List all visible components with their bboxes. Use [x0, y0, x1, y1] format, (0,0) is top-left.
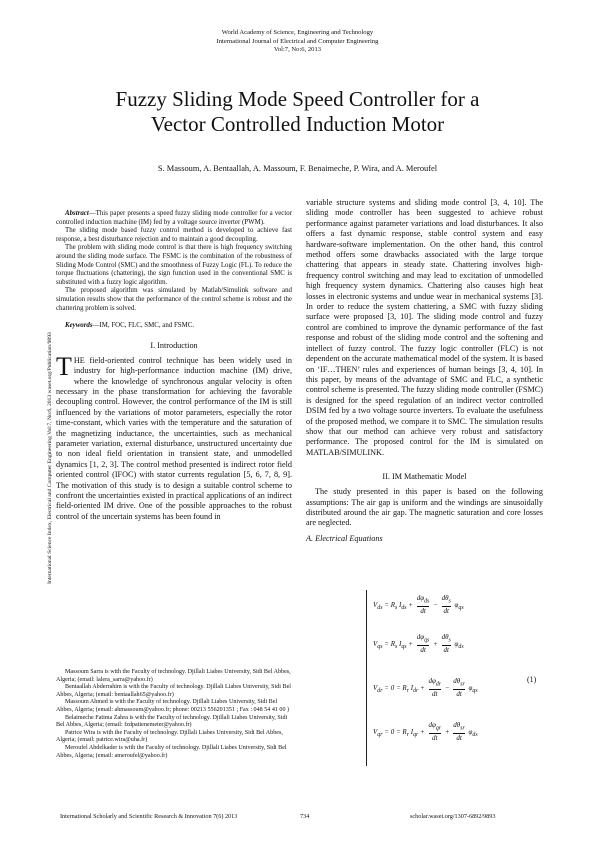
left-column [56, 210, 292, 522]
section-1-title: I. Introduction [150, 340, 198, 350]
title-line-2: Vector Controlled Induction Motor [150, 112, 445, 136]
side-index-text: International Science Index, Electrical and Computer Engineering Vol:7, No:6, 2013 waset.org/Publication/9893 [47, 332, 53, 584]
keywords [56, 322, 292, 331]
footnote-6: Meroufel Abdelkader is with the Faculty of technology. Djillali Liabes University, Sidi Bel Abbes, Algeria; (email: ameroufel@yahoo.fr) [56, 744, 287, 759]
footnotes [56, 669, 292, 760]
header-line-1: World Academy of Science, Engineering and Technology [221, 29, 374, 36]
page-number: 734 [300, 813, 310, 820]
right-column [306, 198, 543, 544]
footnote-3: Massoum Ahmed is with the Faculty of technology. Djillali Liabes University, Sidi Bel Abbes, Algeria; (email: ahmassoum@yahoo.fr; phone: 00213 556201351 ; Fax : 048 54 41 00 ) [56, 699, 290, 713]
right-paragraph-1: variable structure systems and sliding mode control [3, 4, 10]. The sliding mode controller has been suggested to achieve robust performance against parameter variations and load disturbances. It also offers a fast dynamic response, stable control system and easy hardware-software implementation. On the other hand, this control method offers some drawbacks associated with the large torque chattering that appears in steady state. Chattering involves high-frequency control switching and may lead to excitation of unmodelled high frequency system dynamics. Chattering also causes high heat losses in electronic systems and undue wear in mechanical systems [3]. In order to reduce the system chattering, a SMC with fuzzy sliding surface were proposed [3, 10]. The sliding mode control and fuzzy control are combined to improve the dynamic performance of the fast response and robust of the sliding mode control and the softening and intellect of fuzzy control. The fuzzy logic controller (FLC) is not dependent on the accurate mathematical model of the system. It is based on ‘IF…THEN’ rules and experiences of human beings [3, 4, 10]. In this paper, by means of the advantage of SMC and FLC, a synthetic control scheme is presented. The fuzzy sliding mode controller (FSMC) is designed for the speed regulation of an indirect vector controlled DSIM fed by a two voltage source inverters. To evaluate the usefulness of the proposed method, we compare it to SMC. The simulation results show that our method can achieve very robust and satisfactory performance. The proposed control for the IM is simulated on MATLAB/SIMULINK. [306, 198, 543, 457]
footnote-4: Belaimeche Fatima Zahra is with the Faculty of technology. Djillali Liabes University, Sidi Bel Abbes, Algeria; (email: fzdpatienemeter@yahoo.fr) [56, 714, 288, 729]
assumptions-text: The study presented in this paper is based on the following assumptions: The air gap is uniform and the windings are sinusoidally distributed around the air gap. The magnetic saturation and core losses are neglected. [306, 487, 543, 528]
dropcap: T [56, 351, 72, 381]
abstract-p3: The problem with sliding mode control is that there is high frequency switching around the sliding mode surface. The FSMC is the combination of the robustness of Sliding Mode Control (SMC) and the smoothness of Fuzzy Logic (FL). To reduce the torque fluctuations (chattering), the sign function used in the conventional SMC is substituted with a fuzzy logic algorithm. [56, 244, 292, 286]
keywords-label: Keywords [65, 322, 93, 330]
subsection-a-title: A. Electrical Equations [306, 533, 383, 543]
section-2-title: II. IM Mathematic Model [382, 472, 467, 482]
footer-journal: International Scholarly and Scientific Research & Innovation 7(6) 2013 [60, 813, 238, 820]
abstract-p4: The proposed algorithm was simulated by Matlab/Simulink software and simulation results show that the performance of the control scheme is robust and the chattering problem is solved. [56, 287, 292, 312]
keywords-text: —IM, FOC, FLC, SMC, and FSMC. [92, 322, 195, 330]
equation-vds: $V_{ds} = R_s$ $I_{ds}$ + $\frac{d\varphi_{ds}}{dt}$ − $\frac{d\theta_s}{dt}$ $\varphi_{qs}$ [373, 594, 464, 616]
equation-number: (1) [527, 675, 537, 684]
journal-header [0, 29, 595, 55]
title-line-1: Fuzzy Sliding Mode Speed Controller for a [115, 87, 480, 111]
header-line-2: International Journal of Electrical and Computer Engineering [216, 37, 379, 45]
intro-p1: HE field-oriented control technique has been widely used in industry for high-performance induction machine (IM) drive, where the knowledge of synchronous angular velocity is often necessary in the phase transformation for achieving the favorable decoupling control. However, the control performance of the IM is still influenced by the variations of motor parameters, especially the rotor time-constant, which varies with the temperature and the saturation of the magnetizing inductance, the uncertainties, such as mechanical parameter variation, external disturbance, unstructured uncertainty due to non ideal field orientation in transient state, and unmodelled dynamics [1, 2, 3]. The control method presented is indirect rotor field oriented control (IFOC) with stator currents regulation [5, 6, 7, 8, 9]. The motivation of this study is to design a suitable control scheme to confront the uncertainties existed in practical applications of an indirect field-oriented IM drive. One of the possible approaches to the robust control of the uncertain systems has been found in [56, 355, 292, 521]
footnote-5: Patrice Wira is with the Faculty of technology. Djillali Liabes University, Sidi Bel Abbes, Algeria; (email: patrice.wira@uha.fr) [56, 729, 283, 744]
intro-text [56, 351, 292, 523]
equation-vdr: $V_{dr} = 0 = R_r$ $I_{dr}$ + $\frac{d\varphi_{dr}}{dt}$ − $\frac{d\theta_{sr}}{dt}$ $\varphi_{qs}$ [373, 677, 478, 699]
right-paragraph-2 [306, 487, 543, 529]
abstract-label: Abstract [65, 210, 89, 217]
abstract-p2: The sliding mode based fuzzy control method is developed to achieve fast response, a best disturbance rejection and to maintain a good decoupling. [56, 227, 292, 243]
header-line-3: Vol:7, No:6, 2013 [273, 46, 322, 54]
footer-url: scholar.waset.org/1307-6892/9893 [410, 813, 496, 820]
footnote-1: Massoum Sarra is with the Faculty of technology. Djillali Liabes University, Sidi Bel Abbes, Algeria; (email: lalera_sarra@yahoo.fr) [56, 669, 291, 683]
abstract-p1: —This paper presents a speed fuzzy sliding mode controller for a vector controlled induction machine (IM) fed by a voltage source inverter (PWM). [56, 210, 292, 226]
equation-system [366, 590, 527, 766]
abstract [56, 210, 292, 313]
paper-title [40, 87, 555, 137]
author-list: S. Massoum, A. Bentaallah, A. Massoum, F. Benaimeche, P. Wira, and A. Meroufel [157, 164, 438, 173]
equation-vqs: $V_{qs} = R_s$ $I_{qs}$ + $\frac{d\varphi_{qs}}{dt}$ + $\frac{d\theta_s}{dt}$ $\varphi_{ds}$ [373, 633, 464, 655]
equation-vqr: $V_{qr} = 0 = R_r$ $I_{qr}$ + $\frac{d\varphi_{qr}}{dt}$ + $\frac{d\theta_{sr}}{dt}$ $\varphi_{ds}$ [373, 721, 478, 743]
footnote-2: Bentaallah Abderrahim is with the Faculty of technology. Djillali Liabes University, Sidi Bel Abbes, Algeria; (email: bentaallah65@yahoo.fr) [56, 684, 291, 698]
